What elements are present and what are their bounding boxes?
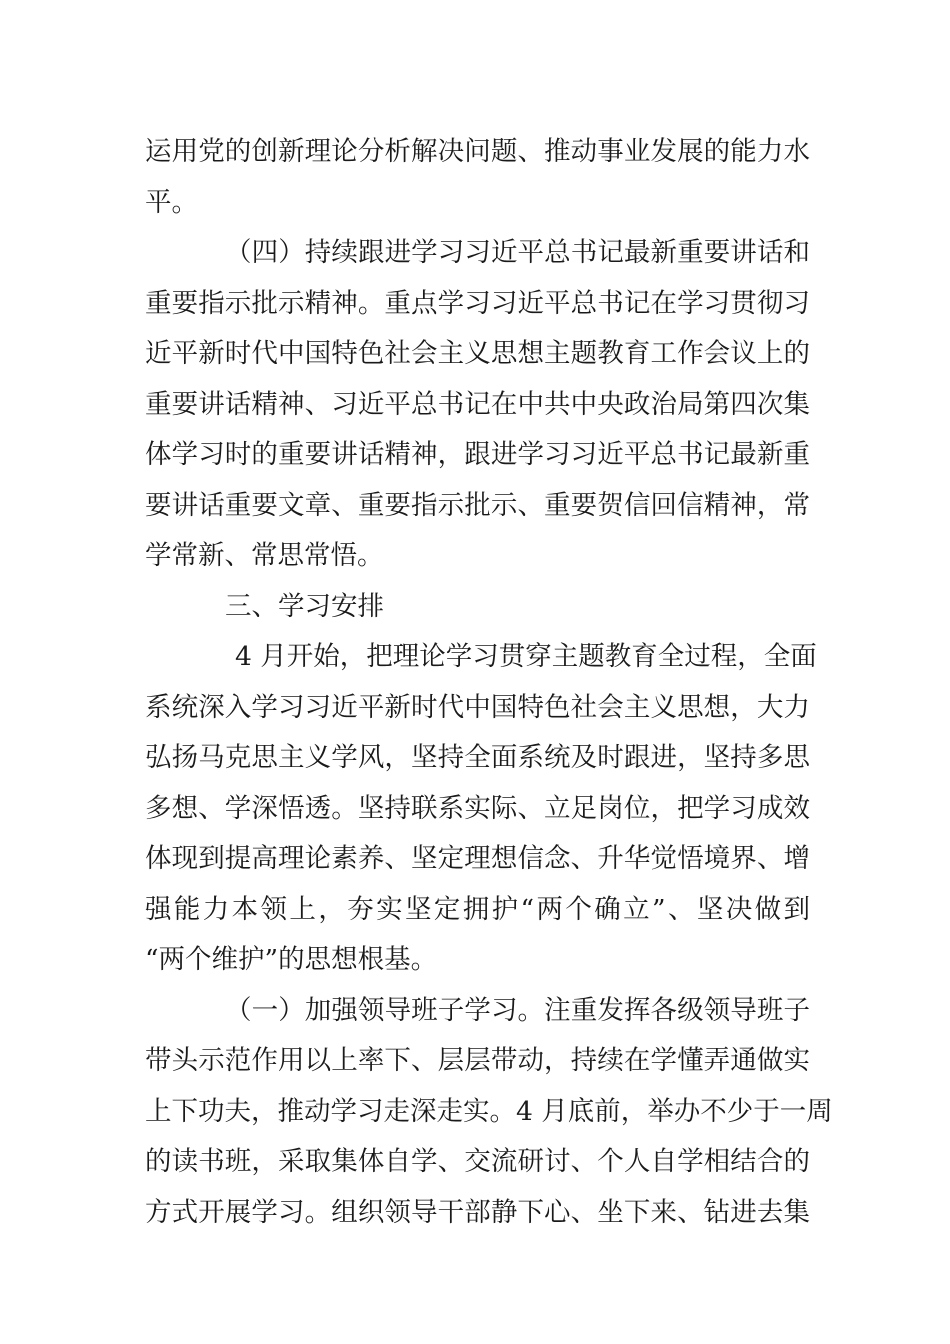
- section-heading: （四）持续跟进学习习近平总书记最新重要讲话和: [225, 237, 810, 268]
- text-line: 系统深入学习习近平新时代中国特色社会主义思想，大力: [145, 691, 810, 723]
- text-line: 上下功夫，推动学习走深走实。4 月底前，举办不少于一周: [145, 1095, 833, 1127]
- text-line: 方式开展学习。组织领导干部静下心、坐下来、钻进去集: [145, 1196, 810, 1228]
- text-line: 要讲话重要文章、重要指示批示、重要贺信回信精神，常: [145, 489, 810, 521]
- text-line: 弘扬马克思主义学风，坚持全面系统及时跟进，坚持多思: [145, 742, 810, 773]
- text-line: 的读书班，采取集体自学、交流研讨、个人自学相结合的: [145, 1146, 810, 1177]
- document-body: [145, 127, 833, 1238]
- text-line: 运用党的创新理论分析解决问题、推动事业发展的能力水: [145, 136, 810, 167]
- text-line: 近平新时代中国特色社会主义思想主题教育工作会议上的: [145, 338, 810, 369]
- text-line: 重要讲话精神、习近平总书记在中共中央政治局第四次集: [145, 388, 810, 420]
- text-line: 平。: [145, 186, 198, 218]
- text-line: 体学习时的重要讲话精神，跟进学习习近平总书记最新重: [145, 439, 810, 470]
- section-heading: （一）加强领导班子学习。注重发挥各级领导班子: [225, 994, 810, 1026]
- text-line: 强能力本领上，夯实坚定拥护“两个确立”、坚决做到: [145, 893, 810, 925]
- text-line: 带头示范作用以上率下、层层带动，持续在学懂弄通做实: [145, 1045, 810, 1076]
- text-line: 重要指示批示精神。重点学习习近平总书记在学习贯彻习: [145, 287, 810, 319]
- text-line: 学常新、常思常悟。: [145, 540, 384, 571]
- text-line: 体现到提高理论素养、坚定理想信念、升华觉悟境界、增: [145, 843, 810, 874]
- text-line: “两个维护”的思想根基。: [145, 944, 438, 975]
- text-line: 多想、学深悟透。坚持联系实际、立足岗位，把学习成效: [145, 792, 810, 824]
- text-line: 4 月开始，把理论学习贯穿主题教育全过程，全面: [235, 641, 817, 672]
- chapter-heading: 三、学习安排: [225, 590, 384, 622]
